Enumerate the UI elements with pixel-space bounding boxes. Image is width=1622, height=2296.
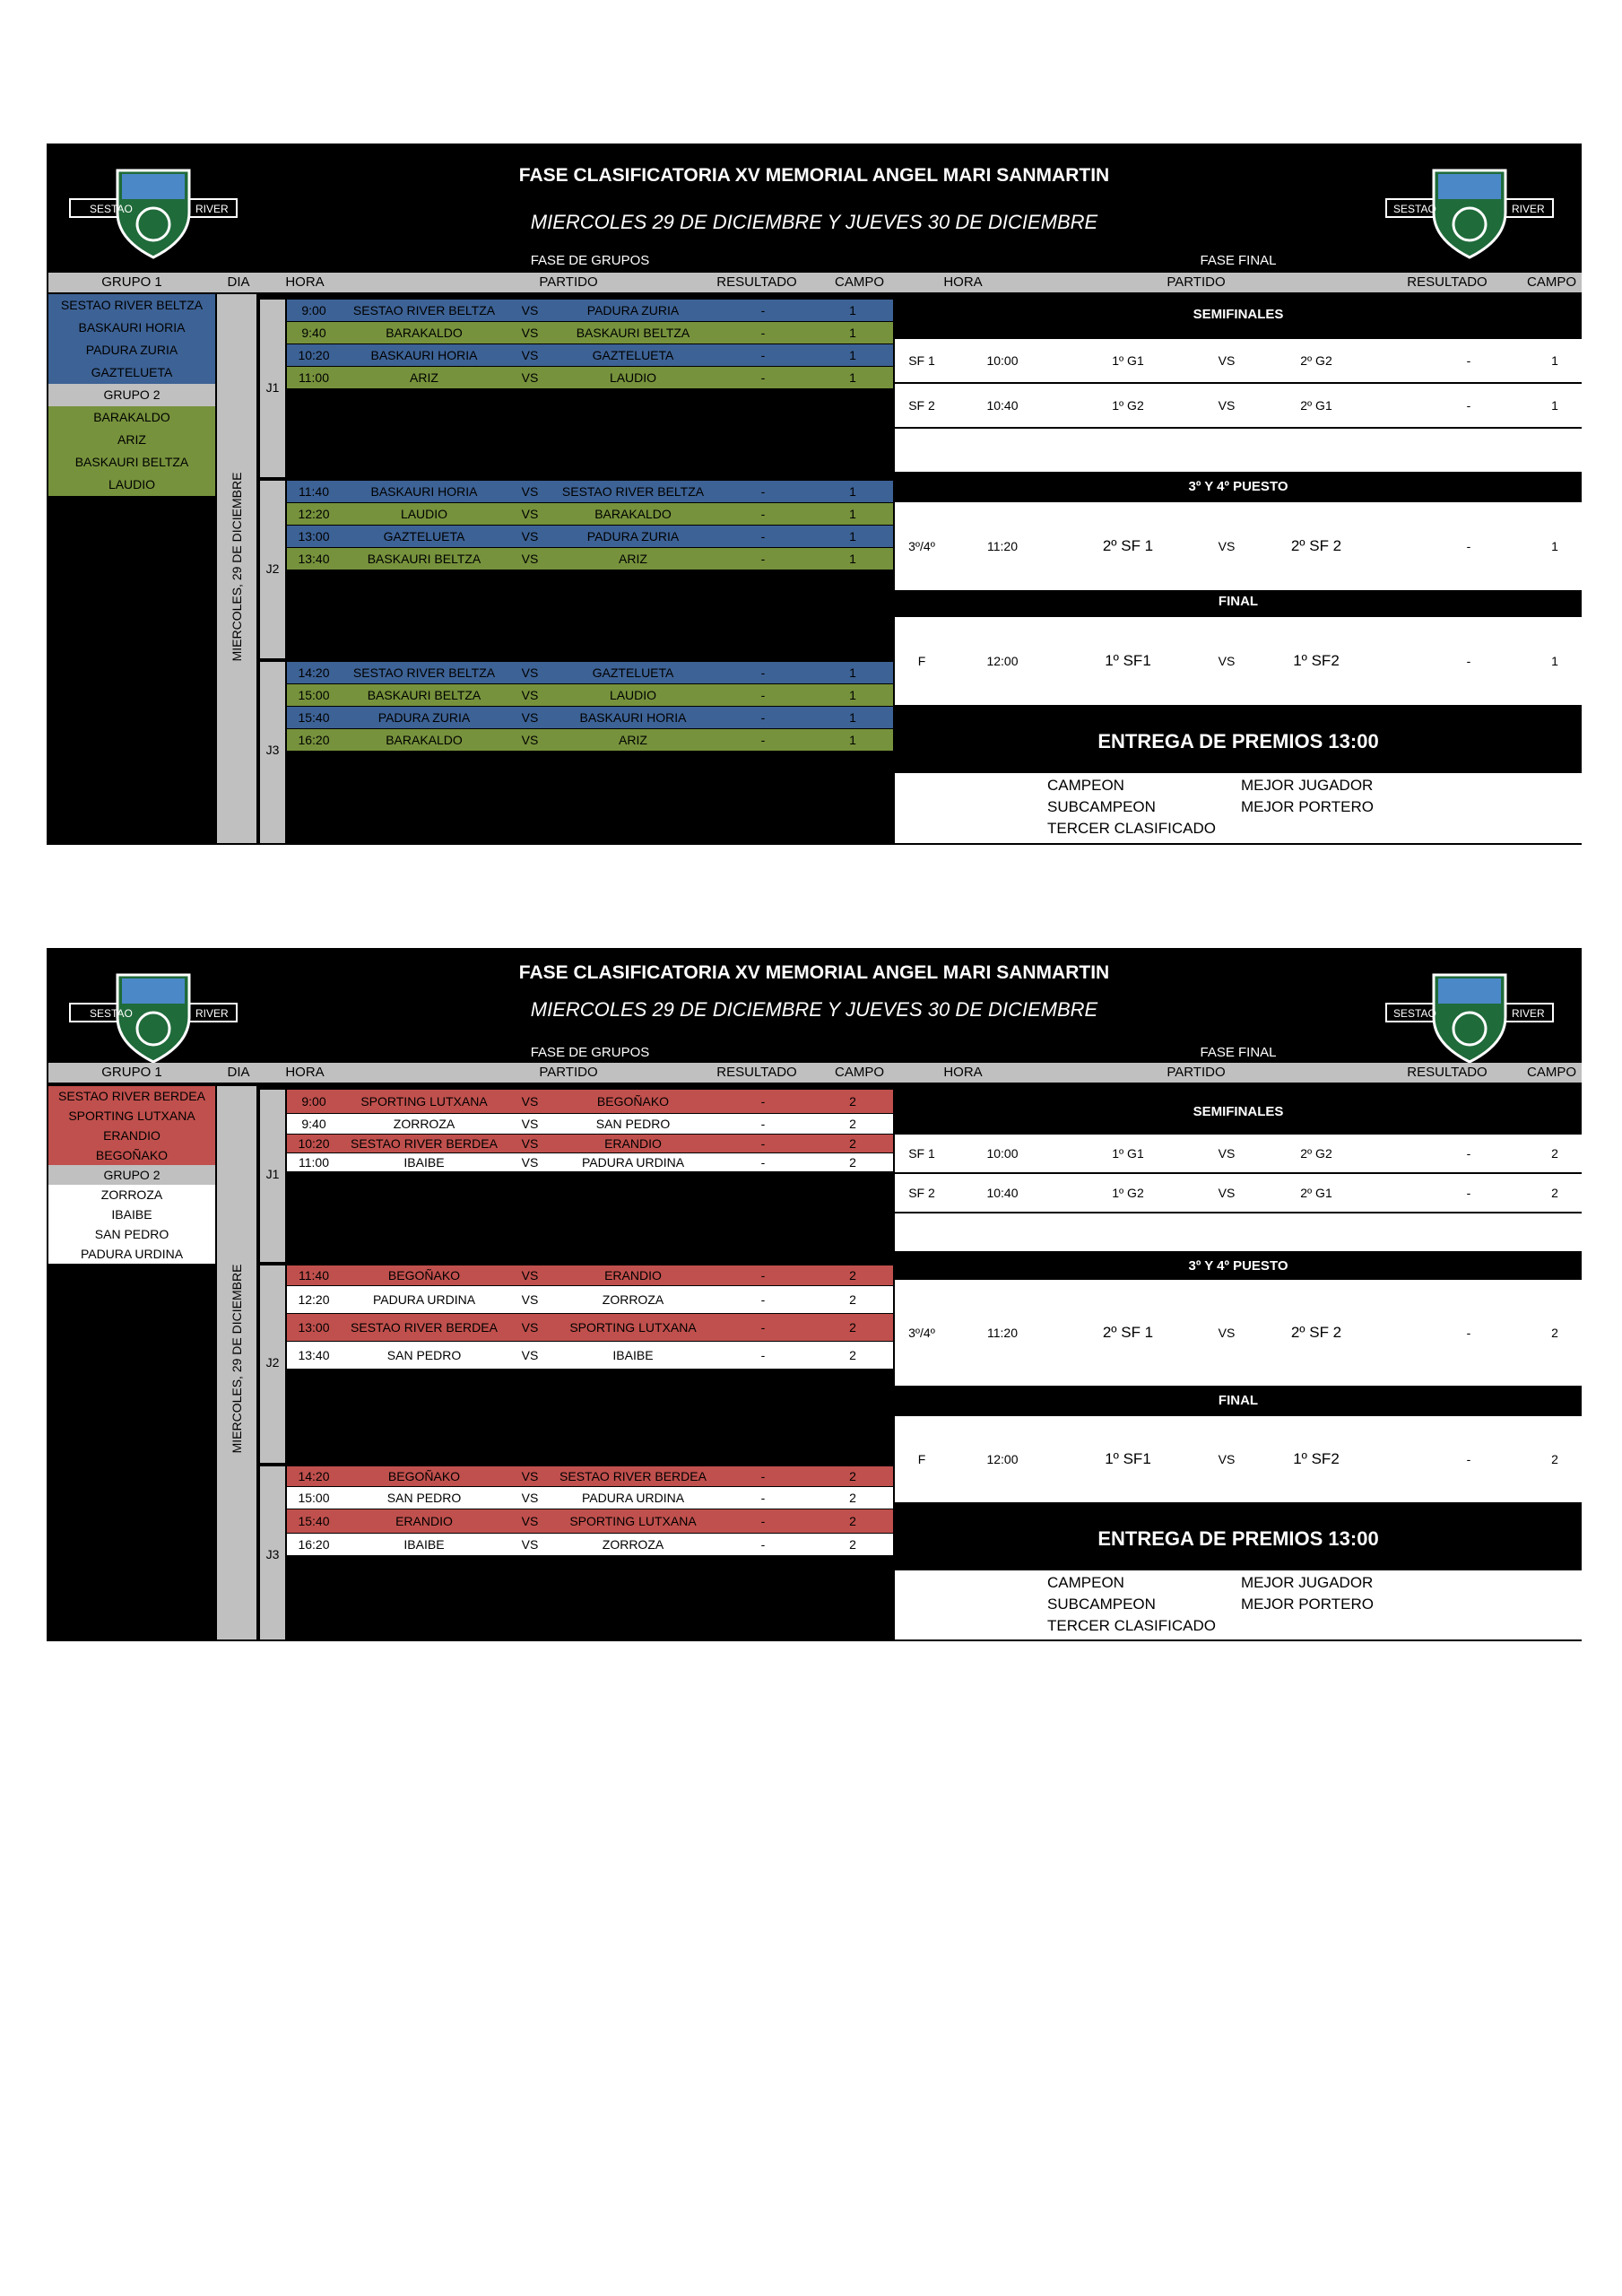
dia-column [217, 1086, 256, 1639]
logo-left-text-b: RIVER [195, 203, 229, 215]
grupo2-team: SAN PEDRO [48, 1224, 215, 1244]
final-row: F 12:00 1º SF1 VS 1º SF2 - 2 [895, 1416, 1582, 1502]
table-header [48, 1063, 1582, 1083]
logo-right-text-a: SESTAO [1393, 203, 1436, 215]
match-row: 11:00 ARIZ VS LAUDIO - 1 [287, 367, 893, 388]
grupo1-team: BASKAURI HORIA [48, 317, 215, 339]
header-campo: CAMPO [834, 1065, 884, 1080]
match-row: 16:20 IBAIBE VS ZORROZA - 2 [287, 1534, 893, 1555]
header-partido: PARTIDO [539, 1065, 598, 1080]
sf1-row: SF 1 10:00 1º G1 VS 2º G2 - 1 [895, 339, 1582, 382]
jornada-j1: J1 [260, 1090, 285, 1262]
match-row: 16:20 BARAKALDO VS ARIZ - 1 [287, 729, 893, 751]
match-row: 11:40 BASKAURI HORIA VS SESTAO RIVER BELTZA - 1 [287, 481, 893, 502]
sheet-subtitle: MIERCOLES 29 DE DICIEMBRE Y JUEVES 30 DE DICIEMBRE [530, 211, 1098, 233]
final-row: F 12:00 1º SF1 VS 1º SF2 - 1 [895, 617, 1582, 705]
match-row: 12:20 PADURA URDINA VS ZORROZA - 2 [287, 1286, 893, 1313]
match-row: 15:40 PADURA ZURIA VS BASKAURI HORIA - 1 [287, 707, 893, 728]
match-row: 13:00 SESTAO RIVER BERDEA VS SPORTING LUTXANA - 2 [287, 1314, 893, 1341]
grupo2-team: ZORROZA [48, 1185, 215, 1205]
table-header [48, 273, 1582, 292]
club-logo-right [1384, 163, 1555, 262]
header-campo: CAMPO [834, 274, 884, 290]
match-row: 15:00 SAN PEDRO VS PADURA URDINA - 2 [287, 1487, 893, 1509]
header-campo2: CAMPO [1526, 1065, 1576, 1080]
grupo1-team: SPORTING LUTXANA [48, 1106, 215, 1126]
final-label: FINAL [1218, 1393, 1259, 1408]
premios-label: ENTREGA DE PREMIOS 13:00 [1097, 1527, 1379, 1550]
final-label: FINAL [1218, 594, 1259, 609]
dia-label: MIERCOLES, 29 DE DICIEMBRE [230, 1264, 244, 1454]
header-resultado2: RESULTADO [1407, 274, 1488, 290]
club-logo-left [68, 163, 239, 262]
grupo1-team: GAZTELUETA [48, 361, 215, 384]
premios-box: CAMPEON SUBCAMPEON TERCER CLASIFICADO MEJOR JUGADOR MEJOR PORTERO [895, 773, 1582, 843]
match-row: 9:40 ZORROZA VS SAN PEDRO - 2 [287, 1114, 893, 1134]
match-row: 15:40 ERANDIO VS SPORTING LUTXANA - 2 [287, 1509, 893, 1533]
fase-final-label: FASE FINAL [1200, 253, 1277, 268]
tercer-row: 3º/4º 11:20 2º SF 1 VS 2º SF 2 - 1 [895, 502, 1582, 590]
header-hora: HORA [285, 274, 325, 290]
premios-box: CAMPEON SUBCAMPEON TERCER CLASIFICADO MEJOR JUGADOR MEJOR PORTERO [895, 1570, 1582, 1639]
sf-blank [895, 1213, 1582, 1251]
header-grupo1: GRUPO 1 [101, 1065, 162, 1080]
match-row: 15:00 BASKAURI BELTZA VS LAUDIO - 1 [287, 684, 893, 706]
jornada-j2: J2 [260, 481, 285, 658]
logo-right-text-a: SESTAO [1393, 1007, 1436, 1020]
header-hora: HORA [285, 1065, 325, 1080]
match-row: 12:20 LAUDIO VS BARAKALDO - 1 [287, 503, 893, 525]
jornada-j2: J2 [260, 1265, 285, 1463]
header-hora2: HORA [943, 274, 983, 290]
match-row: 13:00 GAZTELUETA VS PADURA ZURIA - 1 [287, 526, 893, 547]
grupo2-team: BARAKALDO [48, 406, 215, 429]
grupo2-label: GRUPO 2 [48, 384, 215, 406]
jornada-j3: J3 [260, 1466, 285, 1639]
match-row: 9:00 SPORTING LUTXANA VS BEGOÑAKO - 2 [287, 1090, 893, 1113]
logo-left-text-a: SESTAO [90, 1007, 133, 1020]
grupo1-team: PADURA ZURIA [48, 339, 215, 361]
fase-grupos-label: FASE DE GRUPOS [530, 1045, 650, 1060]
grupo1-team: ERANDIO [48, 1126, 215, 1145]
tercer-row: 3º/4º 11:20 2º SF 1 VS 2º SF 2 - 2 [895, 1280, 1582, 1386]
header-dia: DIA [227, 1065, 250, 1080]
grupo2-team: PADURA URDINA [48, 1244, 215, 1264]
match-row: 14:20 SESTAO RIVER BELTZA VS GAZTELUETA - 1 [287, 662, 893, 683]
tercer-label: 3º Y 4º PUESTO [1188, 479, 1288, 494]
header-partido2: PARTIDO [1167, 1065, 1226, 1080]
logo-left-text-b: RIVER [195, 1007, 229, 1020]
dia-label: MIERCOLES, 29 DE DICIEMBRE [230, 472, 244, 662]
logo-right-text-b: RIVER [1512, 203, 1545, 215]
tercer-label: 3º Y 4º PUESTO [1188, 1258, 1288, 1274]
schedule-sheet-1 [47, 144, 1582, 845]
header-resultado2: RESULTADO [1407, 1065, 1488, 1080]
fase-final-label: FASE FINAL [1200, 1045, 1277, 1060]
grupo1-team: BEGOÑAKO [48, 1145, 215, 1165]
header-campo2: CAMPO [1526, 274, 1576, 290]
match-row: 9:40 BARAKALDO VS BASKAURI BELTZA - 1 [287, 322, 893, 344]
grupo2-team: LAUDIO [48, 474, 215, 496]
grupo2-team: ARIZ [48, 429, 215, 451]
fase-grupos-label: FASE DE GRUPOS [530, 253, 650, 268]
premios-label: ENTREGA DE PREMIOS 13:00 [1097, 730, 1379, 752]
logo-left-text-a: SESTAO [90, 203, 133, 215]
header-partido: PARTIDO [539, 274, 598, 290]
sheet-title: FASE CLASIFICATORIA XV MEMORIAL ANGEL MARI SANMARTIN [518, 962, 1110, 983]
header-resultado: RESULTADO [716, 274, 797, 290]
header-grupo1: GRUPO 1 [101, 274, 162, 290]
grupo2-team: IBAIBE [48, 1205, 215, 1224]
header-hora2: HORA [943, 1065, 983, 1080]
grupo1-team: SESTAO RIVER BELTZA [48, 294, 215, 317]
sf2-row: SF 2 10:40 1º G2 VS 2º G1 - 2 [895, 1174, 1582, 1212]
grupo2-label: GRUPO 2 [48, 1165, 215, 1185]
grupo1-team: SESTAO RIVER BERDEA [48, 1086, 215, 1106]
sf-blank [895, 429, 1582, 472]
match-row: 11:00 IBAIBE VS PADURA URDINA - 2 [287, 1153, 893, 1171]
match-row: 10:20 BASKAURI HORIA VS GAZTELUETA - 1 [287, 344, 893, 366]
sheet-title: FASE CLASIFICATORIA XV MEMORIAL ANGEL MARI SANMARTIN [518, 165, 1110, 186]
match-row: 13:40 BASKAURI BELTZA VS ARIZ - 1 [287, 548, 893, 570]
dia-column [217, 294, 256, 843]
match-row: 9:00 SESTAO RIVER BELTZA VS PADURA ZURIA - 1 [287, 300, 893, 321]
header-partido2: PARTIDO [1167, 274, 1226, 290]
match-row: 11:40 BEGOÑAKO VS ERANDIO - 2 [287, 1265, 893, 1285]
sf1-row: SF 1 10:00 1º G1 VS 2º G2 - 2 [895, 1135, 1582, 1172]
club-logo-left [68, 968, 239, 1066]
match-row: 13:40 SAN PEDRO VS IBAIBE - 2 [287, 1342, 893, 1369]
schedule-sheet-2 [47, 948, 1582, 1641]
semifinales-label: SEMIFINALES [1193, 1104, 1284, 1119]
jornada-j1: J1 [260, 300, 285, 477]
grupo2-team: BASKAURI BELTZA [48, 451, 215, 474]
jornada-j3: J3 [260, 662, 285, 843]
match-row: 10:20 SESTAO RIVER BERDEA VS ERANDIO - 2 [287, 1135, 893, 1152]
sheet-subtitle: MIERCOLES 29 DE DICIEMBRE Y JUEVES 30 DE DICIEMBRE [530, 998, 1098, 1021]
match-row: 14:20 BEGOÑAKO VS SESTAO RIVER BERDEA - 2 [287, 1466, 893, 1486]
logo-right-text-b: RIVER [1512, 1007, 1545, 1020]
header-dia: DIA [227, 274, 250, 290]
header-resultado: RESULTADO [716, 1065, 797, 1080]
sf2-row: SF 2 10:40 1º G2 VS 2º G1 - 1 [895, 384, 1582, 427]
semifinales-label: SEMIFINALES [1193, 307, 1284, 322]
